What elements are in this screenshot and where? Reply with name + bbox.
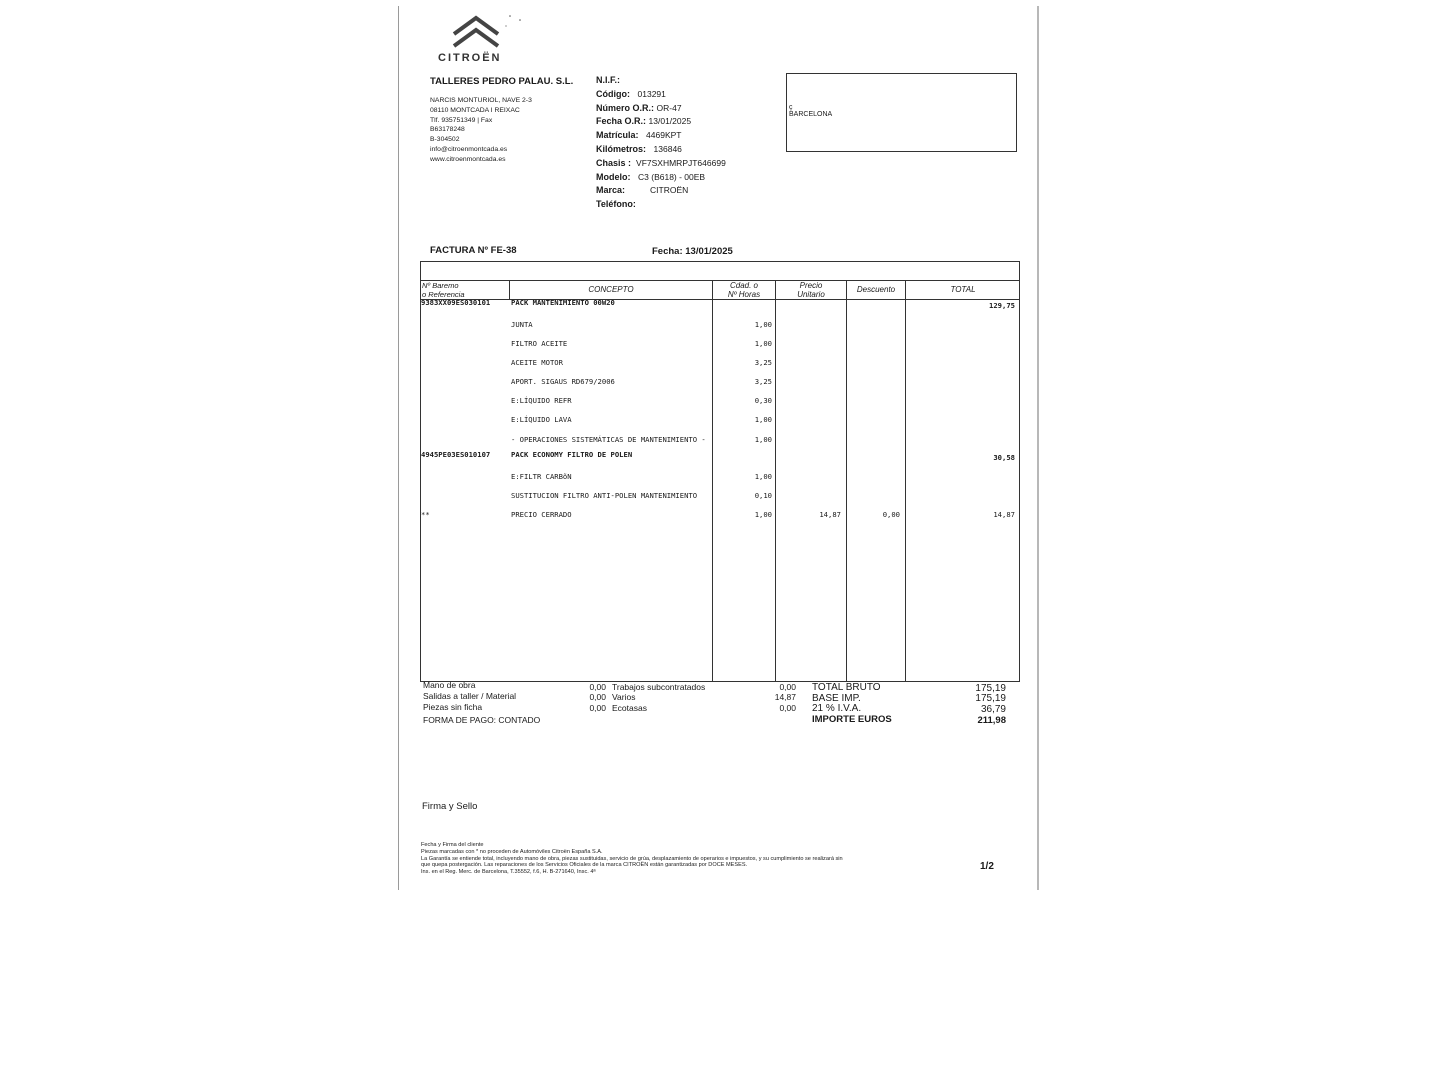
- row-total: 30,58: [993, 453, 1015, 462]
- piezas-label: Piezas sin ficha: [423, 702, 483, 712]
- row-ref: 9383XX09ES030101: [421, 298, 491, 307]
- row-disc: 0,00: [882, 510, 900, 519]
- numero-label: Número O.R.:: [596, 102, 655, 113]
- invoice-date: Fecha: 13/01/2025: [652, 246, 733, 257]
- modelo-label: Modelo:: [596, 171, 631, 182]
- row-qty: 3,25: [754, 377, 772, 386]
- mano-obra-value: 0,00: [589, 682, 606, 692]
- iva-value: 36,79: [980, 704, 1006, 715]
- row-concept: PACK MANTENIMIENTO 00W20: [511, 298, 615, 307]
- page-number: 1/2: [980, 861, 994, 872]
- base-imponible-label: BASE IMP.: [812, 693, 861, 704]
- company-address: [430, 96, 532, 165]
- row-qty: 3,25: [754, 358, 772, 367]
- row-concept: FILTRO ACEITE: [511, 339, 568, 348]
- legal-line: Fecha y Firma del cliente: [421, 842, 484, 848]
- company-line: B63178248: [430, 126, 465, 134]
- km-label: Kilómetros:: [596, 143, 647, 154]
- base-imponible-value: 175,19: [975, 693, 1006, 704]
- subcontratados-label: Trabajos subcontratados: [612, 682, 706, 692]
- row-ref: **: [421, 510, 430, 519]
- row-concept: SUSTITUCION FILTRO ANTI-POLEN MANTENIMIENTO: [511, 491, 698, 500]
- brand-wordmark: CITROËN: [438, 52, 502, 64]
- salidas-value: 0,00: [589, 692, 606, 702]
- header-reference-line: o Referencia: [422, 290, 465, 299]
- firma-sello: Firma y Sello: [422, 801, 478, 812]
- client-mark: ç: [789, 104, 793, 111]
- nif-label: N.I.F.:: [596, 75, 620, 85]
- matricula-value: 4469KPT: [646, 130, 682, 141]
- iva-label: 21 % I.V.A.: [812, 703, 862, 714]
- header-concepto: CONCEPTO: [588, 285, 634, 294]
- page-edge-left: [398, 6, 399, 890]
- mano-obra-label: Mano de obra: [423, 680, 476, 690]
- table-divider: [905, 280, 906, 682]
- total-bruto-label: TOTAL BRUTO: [812, 682, 881, 693]
- importe-euros-value: 211,98: [977, 715, 1006, 726]
- telefono-label: Teléfono:: [596, 199, 636, 210]
- header-reference-line: Nº Baremo: [422, 281, 459, 290]
- client-city: BARCELONA: [789, 111, 833, 118]
- row-qty: 1,00: [754, 435, 772, 444]
- row-qty: 1,00: [754, 510, 772, 519]
- row-concept: JUNTA: [511, 320, 533, 329]
- fecha-value: 13/01/2025: [648, 116, 692, 127]
- varios-value: 14,87: [774, 692, 796, 702]
- company-line: www.citroenmontcada.es: [430, 155, 506, 163]
- modelo-value: C3 (B618) - 00EB: [638, 171, 706, 182]
- row-total: 129,75: [989, 301, 1015, 310]
- row-qty: 0,10: [754, 491, 772, 500]
- header-precio-line: Precio: [799, 281, 823, 290]
- forma-pago: FORMA DE PAGO: CONTADO: [423, 715, 541, 725]
- total-bruto-value: 175,19: [975, 683, 1006, 694]
- numero-value: OR-47: [656, 102, 682, 113]
- table-rule: [420, 299, 1020, 300]
- piezas-value: 0,00: [589, 703, 606, 713]
- legal-line: que quepa postergación. Las reparaciones de los Servicios Oficiales de la marca CITROËN están garantizadas por DOCE MESES.: [421, 862, 748, 869]
- header-cantidad-line: Nº Horas: [727, 290, 761, 299]
- header-cantidad: [713, 281, 775, 299]
- ecotasas-label: Ecotasas: [612, 703, 647, 713]
- row-qty: 0,30: [754, 396, 772, 405]
- fecha-label: Fecha O.R.:: [596, 116, 647, 127]
- company-line: 08110 MONTCADA I REIXAC: [430, 106, 520, 114]
- ecotasas-value: 0,00: [779, 703, 796, 713]
- row-concept: E:LÍQUIDO REFR: [511, 396, 572, 405]
- header-cantidad-line: Cdad. o: [729, 281, 759, 290]
- chasis-value: VF7SXHMRPJT646699: [636, 157, 726, 168]
- legal-line: La Garantía se entiende total, incluyendo mano de obra, piezas sustituidas, servicio de grúa, desplazamiento de operarios e impuestos, y su cumplimiento se realizará sin: [421, 855, 843, 862]
- row-qty: 1,00: [754, 415, 772, 424]
- codigo-label: Código:: [596, 88, 630, 99]
- header-descuento: Descuento: [856, 285, 896, 294]
- row-concept: PACK ECONOMY FILTRO DE POLEN: [511, 450, 633, 459]
- marca-label: Marca:: [596, 185, 626, 196]
- client-address: [789, 104, 832, 118]
- legal-notes: [421, 842, 941, 876]
- legal-line: Piezas marcadas con * no proceden de Automóviles Citroën España S.A.: [421, 848, 603, 855]
- order-info: [596, 74, 726, 212]
- row-qty: 1,00: [754, 472, 772, 481]
- company-line: info@citroenmontcada.es: [430, 145, 508, 153]
- subcontratados-value: 0,00: [779, 682, 796, 692]
- salidas-label: Salidas a taller / Material: [423, 691, 517, 701]
- legal-line: Ins. en el Reg. Merc. de Barcelona, T.35552, f.6, H. B-271640, Insc. 4ª: [421, 869, 596, 876]
- company-line: B-304502: [430, 136, 460, 144]
- header-reference: [422, 281, 465, 299]
- codigo-value: 013291: [637, 88, 666, 99]
- row-concept: - OPERACIONES SISTEMÁTICAS DE MANTENIMIENTO -: [511, 435, 706, 444]
- row-concept: ACEITE MOTOR: [511, 358, 563, 367]
- km-value: 136846: [653, 143, 682, 154]
- company-line: NARCIS MONTURIOL, NAVE 2-3: [430, 97, 532, 104]
- company-line: Tlf. 935751349 | Fax: [430, 116, 493, 124]
- row-price: 14,87: [819, 510, 841, 519]
- header-precio-line: Unitario: [797, 290, 825, 299]
- matricula-label: Matrícula:: [596, 130, 639, 141]
- header-precio: [776, 281, 846, 299]
- row-total: 14,87: [993, 510, 1015, 519]
- row-qty: 1,00: [754, 320, 772, 329]
- table-divider: [846, 280, 847, 682]
- varios-label: Varios: [612, 692, 636, 702]
- row-concept: APORT. SIGAUS RD679/2006: [511, 377, 615, 386]
- row-qty: 1,00: [754, 339, 772, 348]
- invoice-number: FACTURA Nº FE-38: [430, 245, 517, 256]
- row-concept: PRECIO CERRADO: [511, 510, 572, 519]
- row-concept: E:FILTR CARBõN: [511, 472, 572, 481]
- table-divider: [775, 280, 776, 682]
- company-name: TALLERES PEDRO PALAU. S.L.: [430, 76, 574, 87]
- chasis-label: Chasis :: [596, 157, 632, 168]
- importe-euros-label: IMPORTE EUROS: [812, 714, 892, 725]
- header-total: TOTAL: [950, 285, 976, 294]
- marca-value: CITROËN: [650, 185, 689, 196]
- row-concept: E:LÍQUIDO LAVA: [511, 415, 572, 424]
- page-edge-right: [1037, 6, 1039, 890]
- row-ref: 4945PE03ES010107: [421, 450, 491, 459]
